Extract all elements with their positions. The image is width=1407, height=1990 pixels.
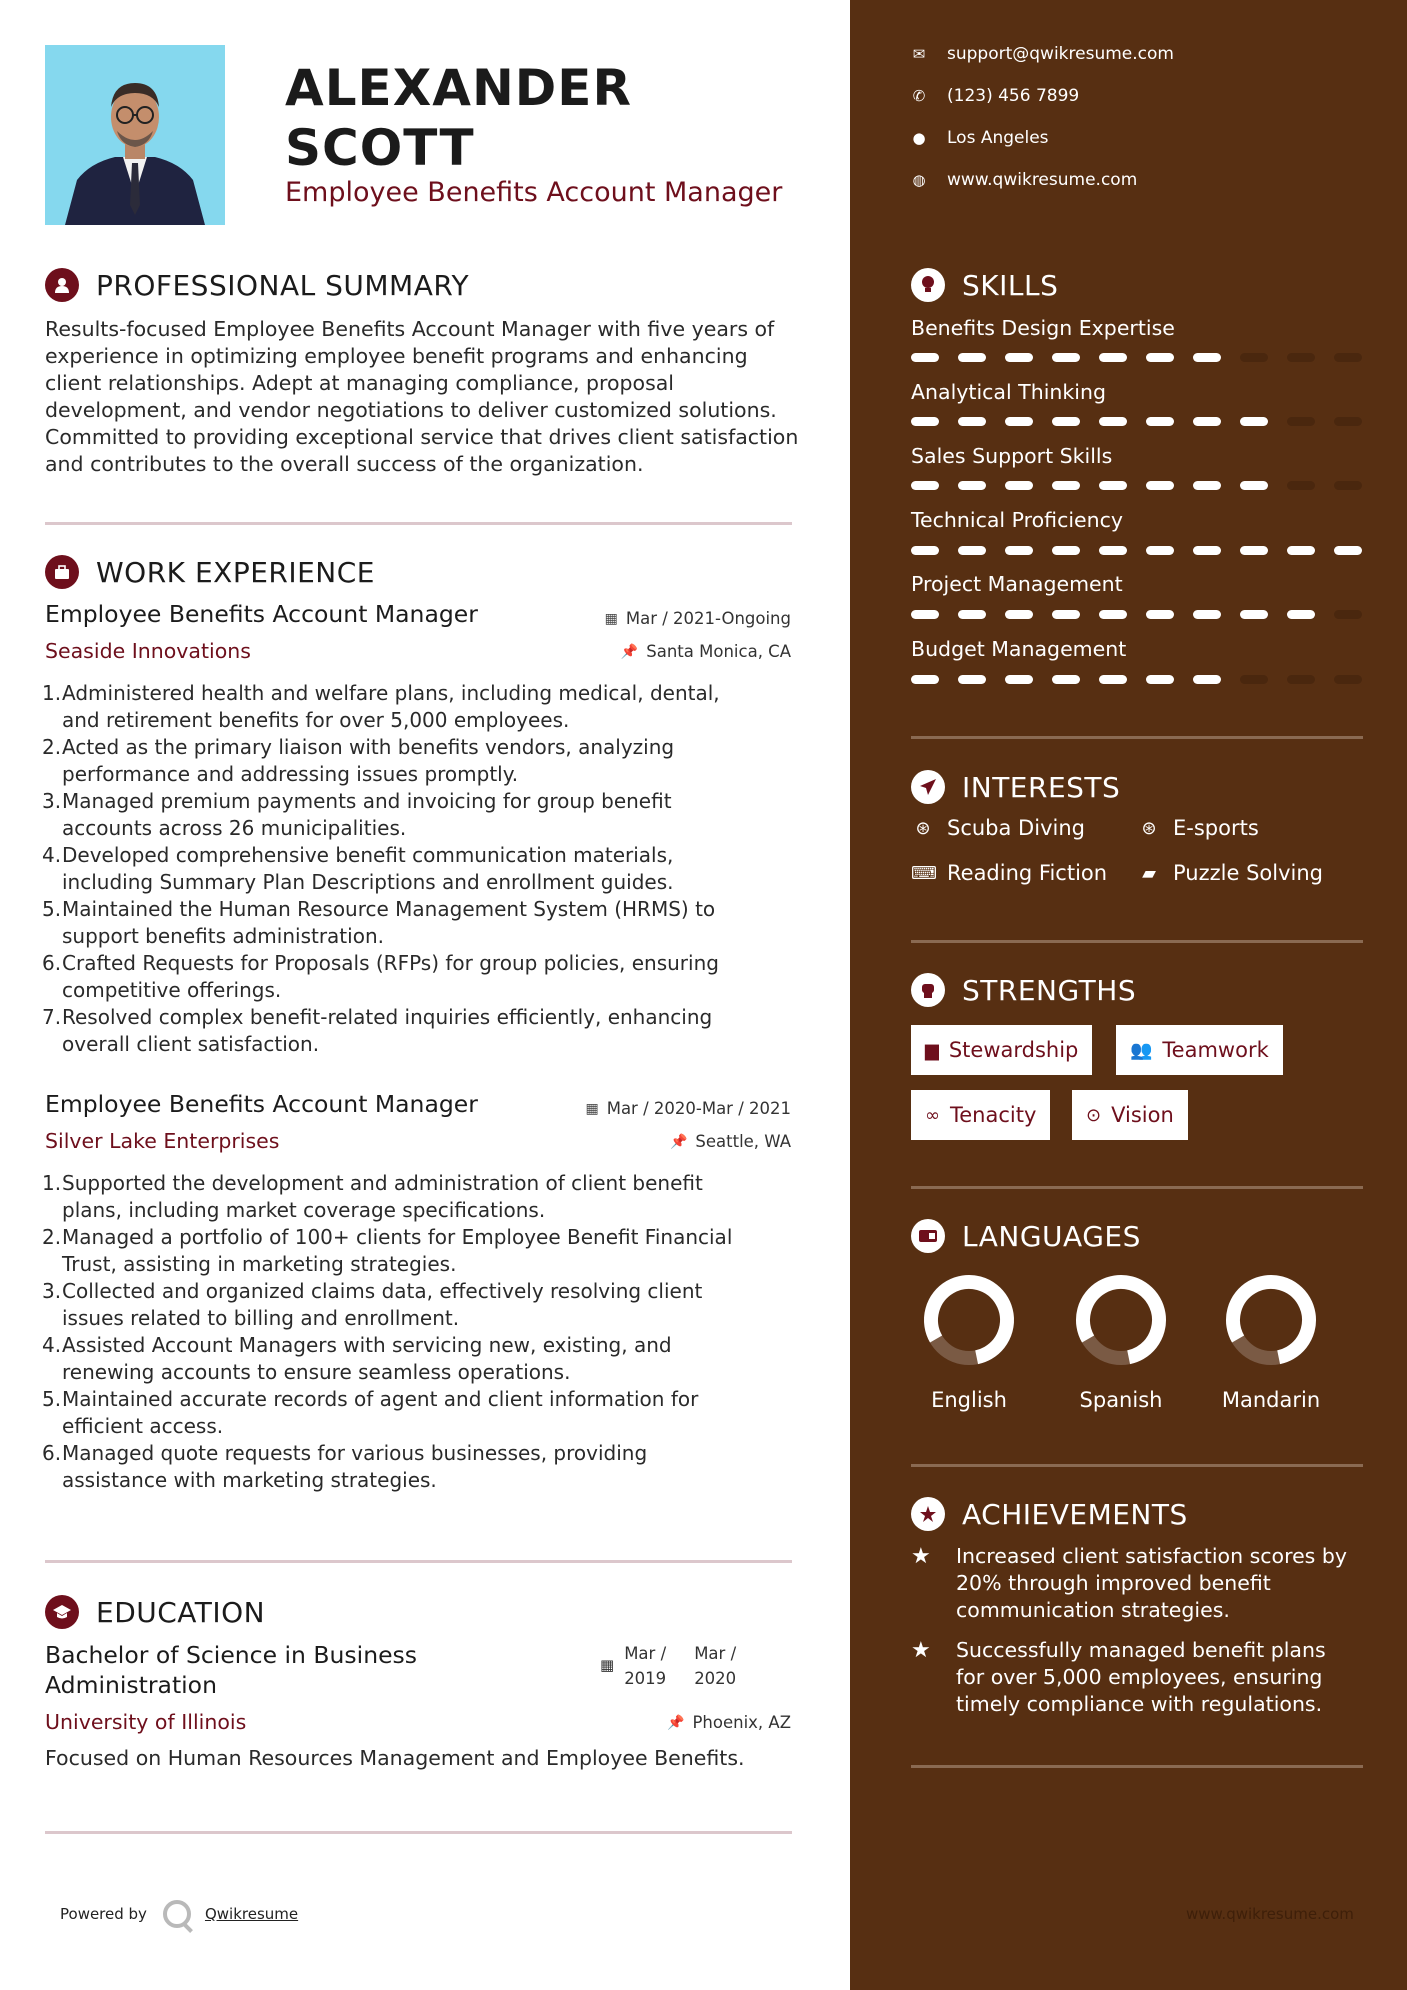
- experience-title: WORK EXPERIENCE: [96, 555, 375, 589]
- education-note: Focused on Human Resources Management and Employee Benefits.: [45, 1746, 745, 1770]
- summary-title: PROFESSIONAL SUMMARY: [96, 268, 470, 302]
- list-item: 1. Supported the development and administration of client benefit plans, including market coverage specifications.: [42, 1171, 703, 1222]
- skill-dash: [1240, 417, 1268, 426]
- skill-dash: [1334, 610, 1362, 619]
- qwikresume-logo-icon: [163, 1900, 191, 1928]
- skill-dash: [911, 481, 939, 490]
- skill-dash: [958, 417, 986, 426]
- book-icon: ▰: [1142, 862, 1156, 884]
- section-divider: [45, 1831, 792, 1834]
- skill-dash: [1005, 546, 1033, 555]
- skill-dash: [1052, 675, 1080, 684]
- contact-location: ● Los Angeles: [912, 128, 1049, 148]
- skill-dash: [911, 353, 939, 362]
- skill-dash: [1005, 417, 1033, 426]
- language-item: Mandarin: [1216, 1270, 1326, 1412]
- skill-dash: [1052, 481, 1080, 490]
- section-divider: [45, 1560, 792, 1563]
- skill-level-bar: [911, 610, 1362, 619]
- education-heading: [45, 1595, 265, 1629]
- list-item: 4. Assisted Account Managers with servicing new, existing, and renewing accounts to ensure seamless operations.: [42, 1333, 672, 1384]
- candidate-role: Employee Benefits Account Manager: [285, 177, 783, 208]
- education-title: EDUCATION: [96, 1595, 266, 1629]
- skill-level-bar: [911, 675, 1362, 684]
- briefcase-icon: [45, 555, 79, 589]
- brand-link[interactable]: Qwikresume: [204, 1905, 299, 1923]
- list-item: 3. Collected and organized claims data, effectively resolving client issues related to billing and enrollment.: [42, 1279, 703, 1330]
- skill-dash: [1287, 481, 1315, 490]
- list-item: 2. Acted as the primary liaison with benefits vendors, analyzing performance and addressing issues promptly.: [42, 735, 675, 786]
- job-date-text: Mar / 2020-Mar / 2021: [606, 1099, 791, 1118]
- powered-by-label: Powered by: [60, 1905, 147, 1923]
- job-bullets: [42, 1170, 782, 1494]
- life-ring-icon: ⊛: [1141, 817, 1157, 839]
- job-date-text: Mar / 2021-Ongoing: [625, 609, 791, 628]
- strengths-heading: STRENGTHS: [911, 973, 1136, 1007]
- experience-heading: [45, 555, 375, 589]
- skill-dash: [1193, 546, 1221, 555]
- phone-icon: ✆: [912, 87, 926, 105]
- skill-dash: [1052, 546, 1080, 555]
- job-title: Employee Benefits Account Manager: [45, 600, 478, 628]
- job-company: Seaside Innovations: [45, 639, 251, 663]
- skill-dash: [1240, 546, 1268, 555]
- education-location: 📌 Phoenix, AZ: [667, 1713, 791, 1732]
- skill-dash: [1193, 675, 1221, 684]
- job-location-text: Seattle, WA: [695, 1132, 791, 1151]
- skill-name: Analytical Thinking: [911, 380, 1106, 404]
- star-badge-icon: [911, 1497, 945, 1531]
- list-item: 3. Managed premium payments and invoicing for group benefit accounts across 26 municipalities.: [42, 789, 672, 840]
- interest-item: ▰ Puzzle Solving: [1137, 861, 1323, 885]
- list-item: 5. Maintained accurate records of agent and client information for efficient access.: [42, 1387, 699, 1438]
- contact-email[interactable]: ✉ support@qwikresume.com: [912, 44, 1174, 64]
- skill-dash: [1005, 481, 1033, 490]
- link-icon: ∞: [925, 1104, 940, 1126]
- briefcase-icon: ▆: [925, 1039, 939, 1061]
- pin-icon: 📌: [669, 1133, 688, 1150]
- contact-website[interactable]: ◍ www.qwikresume.com: [912, 170, 1138, 190]
- achievement-item: ★ Increased client satisfaction scores by 20% through improved benefit communication strategies.: [911, 1544, 1348, 1622]
- language-icon: [911, 1219, 945, 1253]
- skill-name: Project Management: [911, 572, 1123, 596]
- skill-dash: [1240, 481, 1268, 490]
- skill-dash: [911, 417, 939, 426]
- pin-icon: 📌: [620, 643, 639, 660]
- skill-dash: [1334, 481, 1362, 490]
- skill-level-bar: [911, 353, 1362, 362]
- list-item: 2. Managed a portfolio of 100+ clients for Employee Benefit Financial Trust, assisting in marketing strategies.: [42, 1225, 733, 1276]
- skill-level-bar: [911, 481, 1362, 490]
- list-item: 7. Resolved complex benefit-related inquiries efficiently, enhancing overall client satisfaction.: [42, 1005, 713, 1056]
- job-location: [621, 642, 791, 661]
- job-date: [605, 609, 791, 628]
- skill-dash: [1193, 353, 1221, 362]
- section-divider: [911, 940, 1363, 943]
- skill-name: Sales Support Skills: [911, 444, 1113, 468]
- name-first: ALEXANDER: [285, 59, 632, 117]
- language-item: English: [914, 1270, 1024, 1412]
- skill-dash: [1052, 353, 1080, 362]
- skill-dash: [1005, 675, 1033, 684]
- skill-dash: [911, 675, 939, 684]
- skill-level-bar: [911, 546, 1362, 555]
- skill-dash: [1052, 417, 1080, 426]
- graduation-cap-icon: [45, 1595, 79, 1629]
- skill-dash: [1334, 417, 1362, 426]
- degree-title: Bachelor of Science in Business Administration: [45, 1641, 418, 1699]
- skill-dash: [1005, 353, 1033, 362]
- section-divider: [911, 1186, 1363, 1189]
- skill-dash: [958, 675, 986, 684]
- education-dates: ▦ Mar / 2019 Mar / 2020: [600, 1641, 736, 1691]
- skill-dash: [1099, 675, 1127, 684]
- binoculars-icon: ⊙: [1086, 1104, 1102, 1126]
- lightbulb-icon: [911, 268, 945, 302]
- pin-icon: 📌: [667, 1714, 685, 1731]
- profile-photo: [45, 45, 225, 225]
- achievements-heading: ACHIEVEMENTS: [911, 1497, 1188, 1531]
- skill-dash: [1240, 675, 1268, 684]
- language-item: Spanish: [1066, 1270, 1176, 1412]
- interest-item: ⌨ Reading Fiction: [911, 861, 1108, 885]
- skill-dash: [1146, 417, 1174, 426]
- skill-dash: [1146, 481, 1174, 490]
- summary-heading: [45, 268, 469, 302]
- skill-dash: [958, 546, 986, 555]
- skill-dash: [1240, 610, 1268, 619]
- skill-dash: [1146, 546, 1174, 555]
- skill-dash: [1287, 610, 1315, 619]
- skill-dash: [1146, 353, 1174, 362]
- section-divider: [911, 1765, 1363, 1768]
- skill-dash: [1287, 675, 1315, 684]
- interest-item: ⊛ Scuba Diving: [911, 816, 1085, 840]
- interest-item: ⊛ E-sports: [1137, 816, 1259, 840]
- skill-dash: [1287, 353, 1315, 362]
- skill-dash: [911, 610, 939, 619]
- skill-dash: [958, 353, 986, 362]
- school-name: University of Illinois: [45, 1710, 247, 1734]
- strength-chip: ▆ Stewardship: [911, 1025, 1092, 1075]
- summary-text: Results-focused Employee Benefits Account Manager with five years of experience in optimizing employee benefit programs and enhancing client relationships. Adept at managing compliance, proposal development, and vendor negotiations to deliver customized solutions. Committed to providing exceptional service that drives client satisfaction and contributes to the overall success of the organization.: [45, 317, 799, 476]
- list-item: 5. Maintained the Human Resource Management System (HRMS) to support benefits administration.: [42, 897, 716, 948]
- skill-dash: [1099, 546, 1127, 555]
- skills-heading: SKILLS: [911, 268, 1058, 302]
- list-item: 6. Crafted Requests for Proposals (RFPs) for group policies, ensuring competitive offerings.: [42, 951, 719, 1002]
- candidate-name: [285, 58, 632, 178]
- skill-dash: [1099, 417, 1127, 426]
- skill-dash: [1099, 610, 1127, 619]
- skill-dash: [911, 546, 939, 555]
- globe-icon: ◍: [912, 171, 926, 189]
- skill-name: Budget Management: [911, 637, 1127, 661]
- skill-dash: [1334, 675, 1362, 684]
- skill-dash: [1146, 610, 1174, 619]
- skill-dash: [1334, 353, 1362, 362]
- skill-dash: [1005, 610, 1033, 619]
- contact-phone[interactable]: ✆ (123) 456 7899: [912, 86, 1080, 106]
- name-last: SCOTT: [285, 119, 475, 177]
- skill-dash: [958, 610, 986, 619]
- skill-dash: [1334, 546, 1362, 555]
- section-divider: [45, 522, 792, 525]
- job-location: [670, 1132, 791, 1151]
- language-ring: [1221, 1270, 1321, 1370]
- skill-dash: [958, 481, 986, 490]
- skill-dash: [1052, 610, 1080, 619]
- life-ring-icon: ⊛: [915, 817, 931, 839]
- skill-dash: [1287, 417, 1315, 426]
- skill-dash: [1099, 481, 1127, 490]
- skill-level-bar: [911, 417, 1362, 426]
- skill-dash: [1193, 417, 1221, 426]
- envelope-icon: ✉: [912, 45, 926, 63]
- achievement-item: ★ Successfully managed benefit plans for over 5,000 employees, ensuring timely compliance with regulations.: [911, 1638, 1326, 1716]
- skill-dash: [1287, 546, 1315, 555]
- shooting-star-icon: ★: [911, 1544, 931, 1569]
- section-divider: [911, 1464, 1363, 1467]
- location-pin-icon: ●: [912, 129, 926, 147]
- job-title: Employee Benefits Account Manager: [45, 1090, 478, 1118]
- strength-chip: 👥 Teamwork: [1116, 1025, 1283, 1075]
- calendar-icon: ▦: [585, 1100, 599, 1117]
- languages-heading: LANGUAGES: [911, 1219, 1141, 1253]
- list-item: 1. Administered health and welfare plans, including medical, dental, and retirement benefits for over 5,000 employees.: [42, 681, 720, 732]
- skill-dash: [1099, 353, 1127, 362]
- job-location-text: Santa Monica, CA: [646, 642, 791, 661]
- job-bullets: [42, 680, 782, 1058]
- list-item: 4. Developed comprehensive benefit communication materials, including Summary Plan Descriptions and enrollment guides.: [42, 843, 674, 894]
- shooting-star-icon: ★: [911, 1638, 931, 1663]
- skill-dash: [1146, 675, 1174, 684]
- skill-name: Technical Proficiency: [911, 508, 1124, 532]
- user-icon: [45, 268, 79, 302]
- gamepad-icon: ⌨: [911, 862, 937, 884]
- users-icon: 👥: [1130, 1039, 1153, 1061]
- paper-plane-icon: [911, 770, 945, 804]
- strength-chip: ∞ Tenacity: [911, 1090, 1050, 1140]
- skill-dash: [1193, 610, 1221, 619]
- job-company: Silver Lake Enterprises: [45, 1129, 280, 1153]
- skill-dash: [1240, 353, 1268, 362]
- language-ring: [1071, 1270, 1171, 1370]
- calendar-icon: ▦: [604, 610, 618, 627]
- skill-dash: [1193, 481, 1221, 490]
- list-item: 6. Managed quote requests for various businesses, providing assistance with marketing strategies.: [42, 1441, 648, 1492]
- language-ring: [919, 1270, 1019, 1370]
- section-divider: [911, 736, 1363, 739]
- watermark: www.qwikresume.com: [1186, 1905, 1354, 1923]
- footer: [60, 1900, 298, 1928]
- skill-name: Benefits Design Expertise: [911, 316, 1175, 340]
- strength-chip: ⊙ Vision: [1072, 1090, 1188, 1140]
- job-date: [585, 1099, 791, 1118]
- interests-heading: INTERESTS: [911, 770, 1120, 804]
- fist-icon: [911, 973, 945, 1007]
- calendar-icon: ▦: [600, 1656, 615, 1674]
